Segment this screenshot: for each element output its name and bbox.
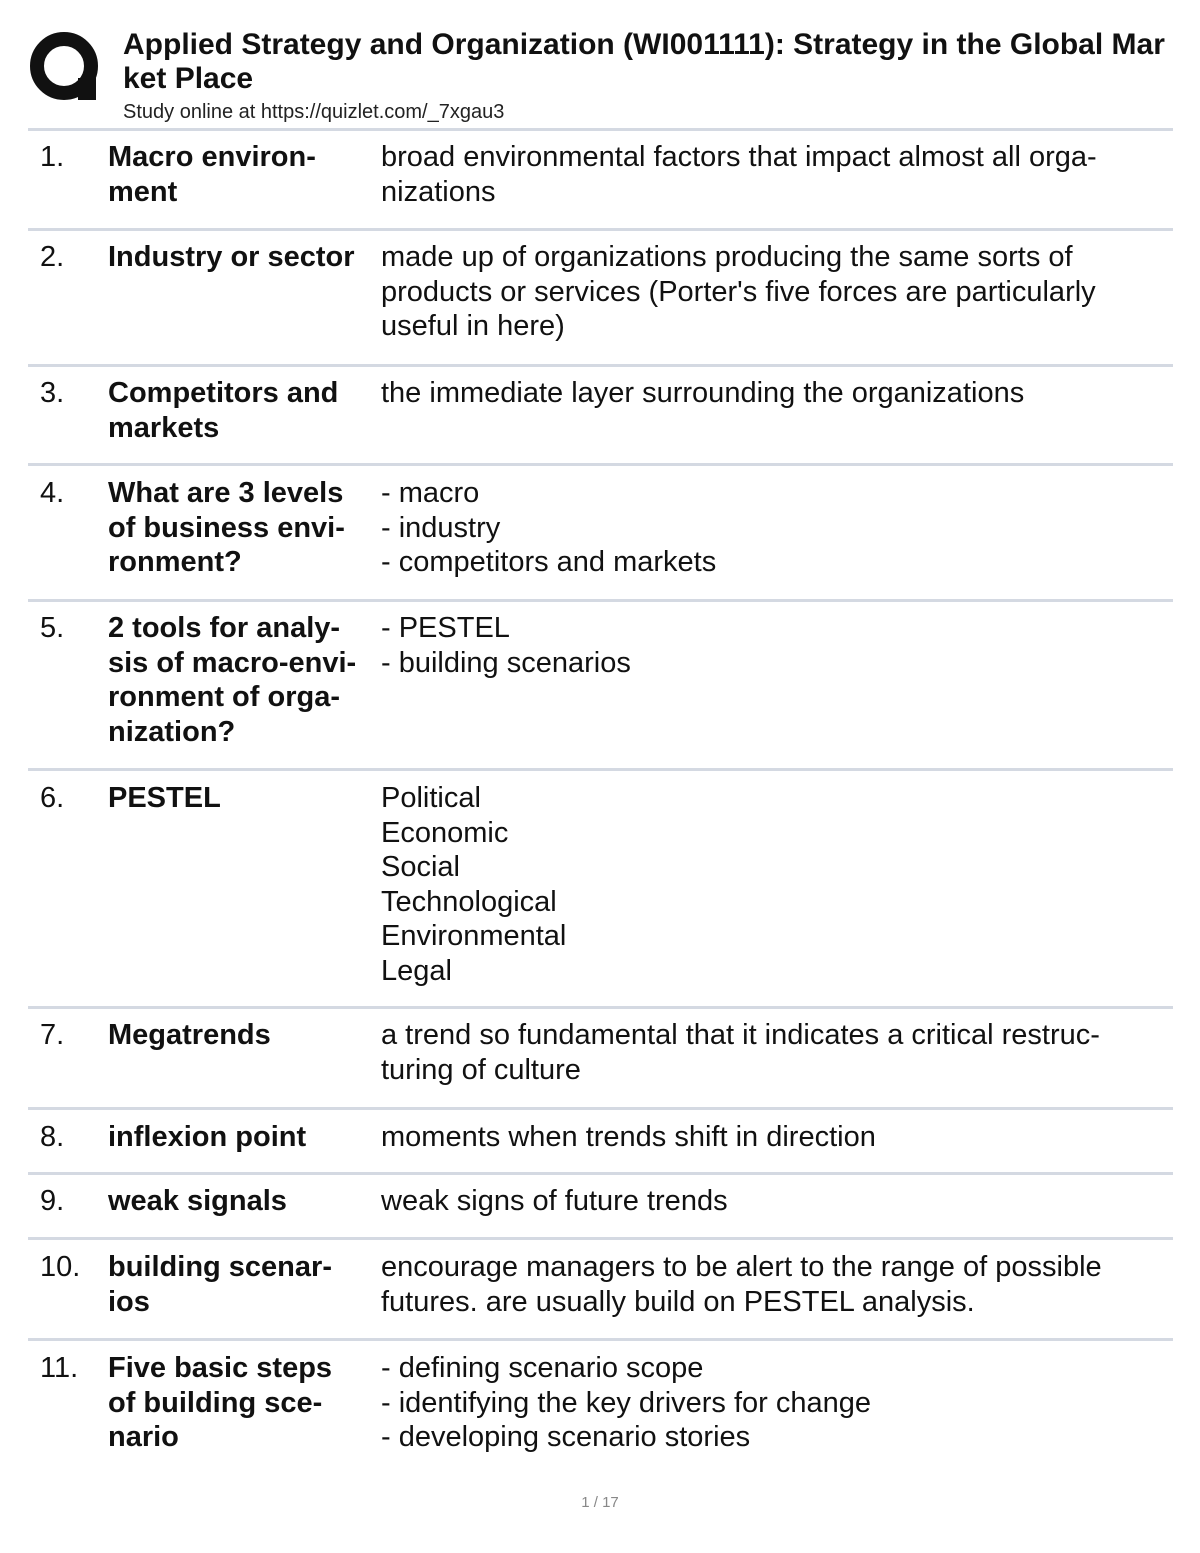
definition-line: - identifying the key drivers for change — [381, 1386, 872, 1419]
definition-line: the immediate layer surrounding the organizations — [381, 377, 1025, 409]
page-number: 1 / 17 — [581, 1494, 619, 1511]
term-line: nization? — [108, 715, 236, 748]
divider — [28, 1006, 1173, 1009]
card-term — [108, 781, 378, 816]
card-term — [108, 611, 378, 749]
card-definition — [381, 476, 1166, 580]
card-number: 4. — [40, 477, 65, 509]
card-number: 9. — [40, 1185, 65, 1217]
term-line: Competitors and — [108, 377, 339, 409]
term-line: Macro environ- — [108, 141, 316, 173]
definition-line: - competitors and markets — [381, 546, 717, 578]
study-online-link[interactable]: Study online at https://quizlet.com/_7xgau3 — [123, 101, 505, 123]
card-term — [108, 1120, 378, 1155]
card-number: 11. — [40, 1352, 79, 1384]
definition-line: weak signs of future trends — [381, 1185, 728, 1217]
card-definition — [381, 1018, 1166, 1087]
document-title-line-2: ket Place — [123, 62, 254, 95]
term-line: ment — [108, 175, 178, 208]
definition-line: - PESTEL — [381, 612, 510, 644]
term-line: building scenar- — [108, 1251, 332, 1283]
term-line: sis of macro-envi- — [108, 646, 357, 679]
definition-line: encourage managers to be alert to the range of possible — [381, 1251, 1102, 1283]
definition-line: Legal — [381, 954, 452, 987]
definition-line: moments when trends shift in direction — [381, 1121, 876, 1153]
definition-line: Technological — [381, 885, 557, 918]
term-line: markets — [108, 411, 220, 444]
term-line: ronment of orga- — [108, 681, 340, 713]
term-line: What are 3 levels — [108, 477, 344, 509]
card-definition — [381, 1250, 1166, 1319]
definition-line: made up of organizations producing the same sorts of — [381, 241, 1073, 273]
card-definition — [381, 1351, 1166, 1455]
term-line: of building sce- — [108, 1386, 323, 1419]
card-definition — [381, 1184, 1166, 1219]
card-number: 1. — [40, 141, 65, 173]
term-line: ios — [108, 1285, 150, 1318]
card-term — [108, 240, 378, 275]
term-line: Industry or sector — [108, 241, 355, 273]
card-definition — [381, 240, 1166, 344]
card-number: 6. — [40, 782, 65, 814]
term-line: weak signals — [108, 1185, 287, 1217]
definition-line: - building scenarios — [381, 646, 631, 679]
card-number: 3. — [40, 377, 65, 409]
card-term — [108, 140, 378, 209]
definition-line: Environmental — [381, 920, 567, 952]
card-term — [108, 1184, 378, 1219]
card-term — [108, 1351, 378, 1455]
definition-line: useful in here) — [381, 310, 565, 342]
term-line: Megatrends — [108, 1019, 271, 1051]
document-header — [28, 28, 1200, 128]
card-definition — [381, 376, 1166, 411]
divider — [28, 1338, 1173, 1341]
definition-line: Economic — [381, 816, 509, 849]
card-number: 7. — [40, 1019, 65, 1051]
definition-line: products or services (Porter's five forces are particularly — [381, 275, 1096, 308]
quizlet-logo-icon — [30, 32, 102, 104]
divider — [28, 599, 1173, 602]
divider — [28, 228, 1173, 231]
divider — [28, 1237, 1173, 1240]
card-definition — [381, 140, 1166, 209]
card-definition — [381, 1120, 1166, 1155]
divider — [28, 1172, 1173, 1175]
definition-line: turing of culture — [381, 1053, 581, 1086]
card-term — [108, 476, 378, 580]
definition-line: a trend so fundamental that it indicates a critical restruc- — [381, 1019, 1100, 1051]
definition-line: futures. are usually build on PESTEL analysis. — [381, 1285, 975, 1318]
definition-line: nizations — [381, 175, 496, 208]
card-number: 2. — [40, 241, 65, 273]
card-number: 8. — [40, 1121, 65, 1153]
term-line: PESTEL — [108, 782, 221, 814]
term-line: Five basic steps — [108, 1352, 333, 1384]
document-title — [123, 28, 1200, 96]
card-definition — [381, 781, 1166, 988]
definition-line: - industry — [381, 511, 501, 544]
divider — [28, 768, 1173, 771]
definition-line: broad environmental factors that impact almost all orga- — [381, 141, 1097, 173]
card-term — [108, 1018, 378, 1053]
term-line: nario — [108, 1421, 179, 1453]
definition-line: Social — [381, 851, 460, 883]
card-number: 10. — [40, 1251, 81, 1283]
term-line: inflexion point — [108, 1121, 307, 1153]
card-term — [108, 1250, 378, 1319]
card-number: 5. — [40, 612, 65, 644]
divider — [28, 1107, 1173, 1110]
card-definition — [381, 611, 1166, 680]
divider — [28, 463, 1173, 466]
definition-line: - developing scenario stories — [381, 1421, 751, 1453]
term-line: of business envi- — [108, 511, 345, 544]
divider — [28, 128, 1173, 131]
card-term — [108, 376, 378, 445]
term-line: 2 tools for analy- — [108, 612, 341, 644]
definition-line: Political — [381, 782, 481, 814]
definition-line: - macro — [381, 477, 480, 509]
term-line: ronment? — [108, 546, 242, 578]
document-title-line-1: Applied Strategy and Organization (WI001111): Strategy in the Global Mar — [123, 28, 1165, 61]
definition-line: - defining scenario scope — [381, 1352, 704, 1384]
divider — [28, 364, 1173, 367]
